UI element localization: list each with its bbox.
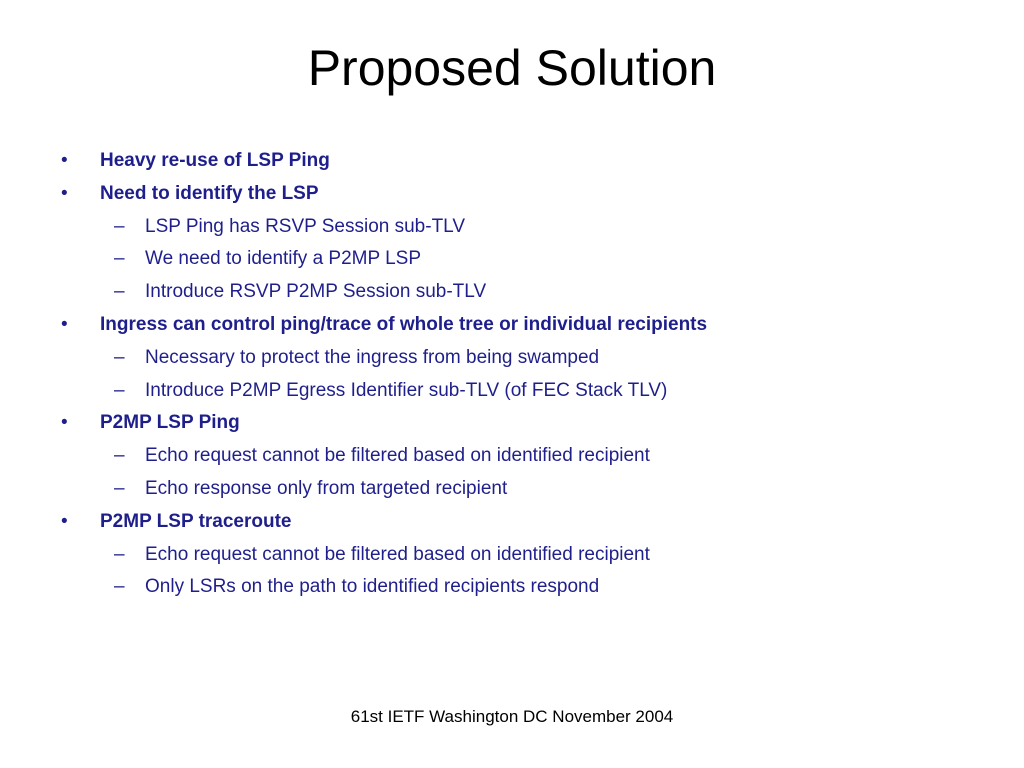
sub-bullet-marker: – bbox=[114, 215, 125, 237]
slide-footer: 61st IETF Washington DC November 2004 bbox=[350, 707, 674, 726]
bullet-marker: • bbox=[61, 182, 68, 204]
sub-bullet-text: Echo response only from targeted recipient bbox=[145, 477, 508, 499]
sub-bullet-item bbox=[58, 211, 998, 244]
bullet-marker: • bbox=[61, 510, 68, 532]
bullet-list bbox=[58, 145, 998, 604]
bullet-text: Ingress can control ping/trace of whole tree or individual recipients bbox=[100, 313, 708, 335]
sub-bullet-text: Necessary to protect the ingress from being swamped bbox=[145, 346, 600, 368]
sub-bullet-text: Echo request cannot be filtered based on identified recipient bbox=[145, 543, 650, 565]
sub-bullet-marker: – bbox=[114, 379, 125, 401]
sub-bullet-text: Introduce P2MP Egress Identifier sub-TLV (of FEC Stack TLV) bbox=[145, 379, 668, 401]
bullet-text: Need to identify the LSP bbox=[100, 182, 319, 204]
bullet-marker: • bbox=[61, 313, 68, 335]
sub-bullet-item bbox=[58, 539, 998, 572]
bullet-item bbox=[58, 407, 998, 440]
sub-bullet-text: LSP Ping has RSVP Session sub-TLV bbox=[145, 215, 466, 237]
bullet-item bbox=[58, 178, 998, 211]
bullet-text: P2MP LSP Ping bbox=[100, 412, 240, 434]
sub-bullet-item bbox=[58, 473, 998, 506]
sub-bullet-item bbox=[58, 375, 998, 408]
sub-bullet-text: Introduce RSVP P2MP Session sub-TLV bbox=[145, 281, 487, 303]
sub-bullet-item bbox=[58, 440, 998, 473]
slide-title: Proposed Solution bbox=[307, 40, 717, 96]
bullet-marker: • bbox=[61, 412, 68, 434]
sub-bullet-marker: – bbox=[114, 445, 125, 467]
sub-bullet-text: We need to identify a P2MP LSP bbox=[145, 248, 422, 270]
sub-bullet-marker: – bbox=[114, 346, 125, 368]
sub-bullet-item bbox=[58, 276, 998, 309]
sub-bullet-text: Only LSRs on the path to identified recipients respond bbox=[145, 576, 600, 598]
sub-bullet-item bbox=[58, 571, 998, 604]
bullet-item bbox=[58, 506, 998, 539]
sub-bullet-text: Echo request cannot be filtered based on identified recipient bbox=[145, 445, 650, 467]
sub-bullet-marker: – bbox=[114, 248, 125, 270]
sub-bullet-item bbox=[58, 342, 998, 375]
sub-bullet-marker: – bbox=[114, 576, 125, 598]
sub-bullet-item bbox=[58, 243, 998, 276]
sub-bullet-marker: – bbox=[114, 281, 125, 303]
bullet-item bbox=[58, 309, 998, 342]
bullet-text: P2MP LSP traceroute bbox=[100, 510, 292, 532]
bullet-marker: • bbox=[61, 150, 68, 171]
bullet-item bbox=[58, 145, 998, 178]
sub-bullet-marker: – bbox=[114, 477, 125, 499]
bullet-text: Heavy re-use of LSP Ping bbox=[100, 150, 330, 171]
sub-bullet-marker: – bbox=[114, 543, 125, 565]
